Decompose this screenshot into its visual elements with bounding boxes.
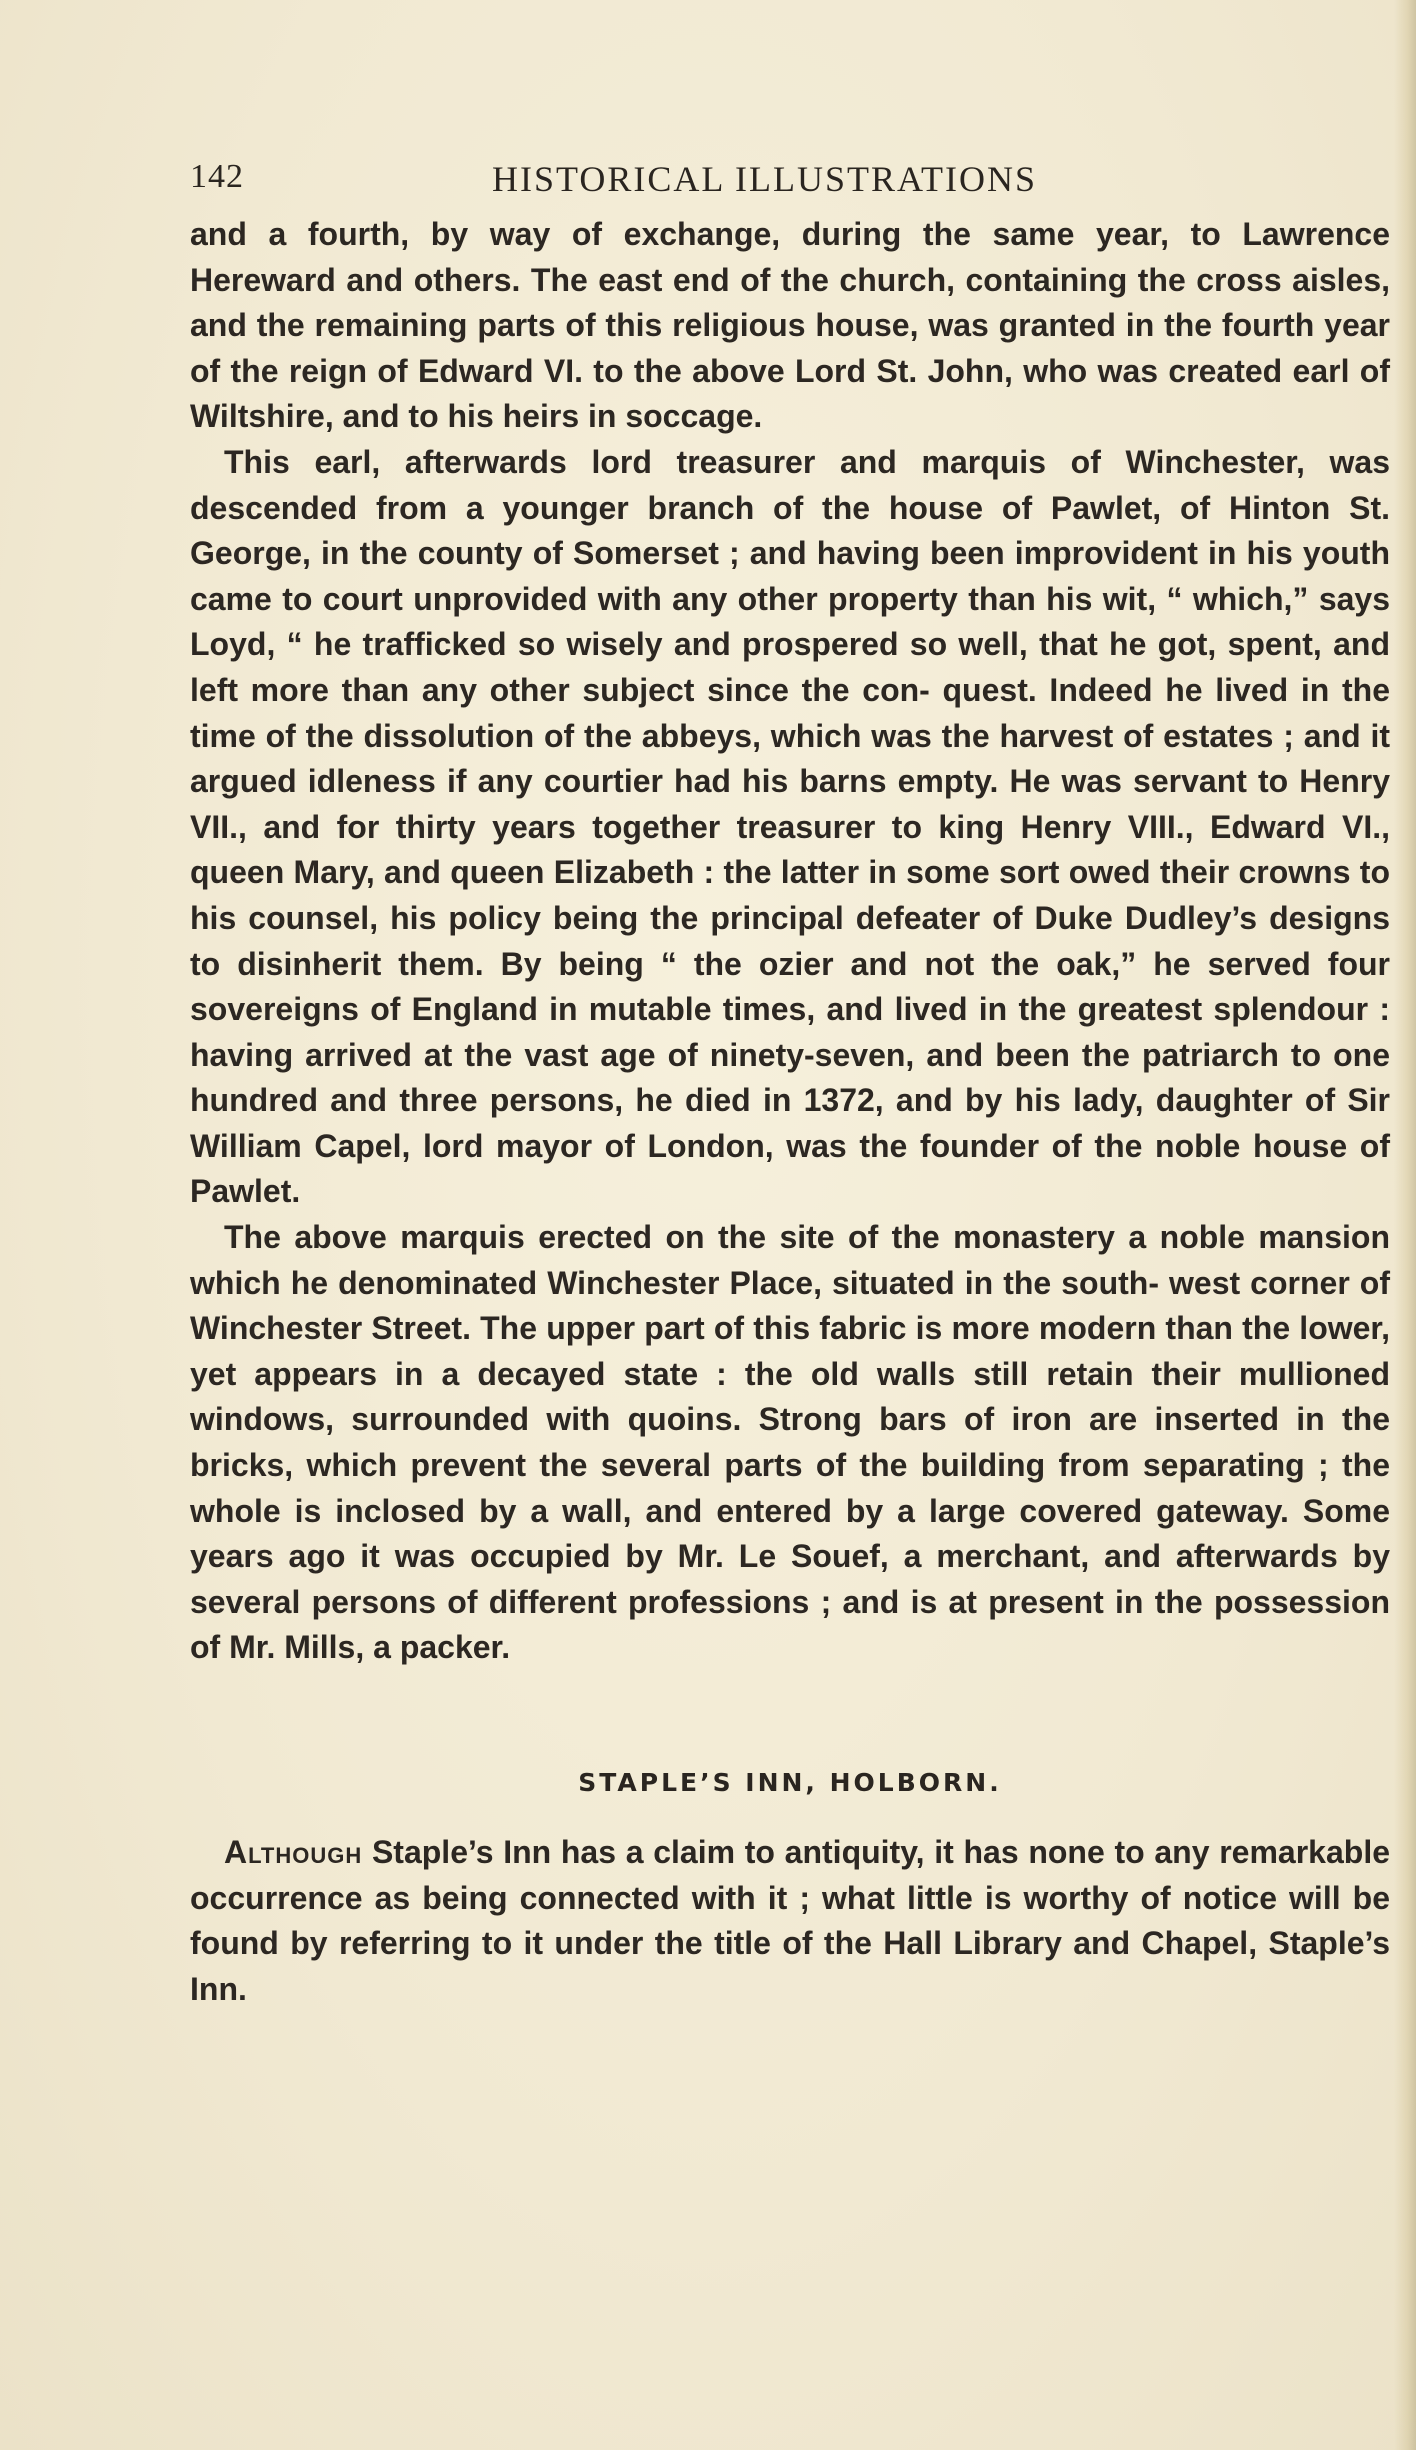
section-text	[190, 1830, 1390, 2012]
main-text	[190, 212, 1390, 1671]
running-title: HISTORICAL ILLUSTRATIONS	[492, 159, 1038, 199]
paragraph-text: Staple’s Inn has a claim to antiquity, it has none to any remarkable occurrence as being connected with it ; what little is worthy of notice will be found by referring to it under the title of the Hall Library and Chapel, Staple’s Inn.	[190, 1834, 1390, 2007]
page-header	[190, 158, 1390, 208]
paragraph	[190, 1830, 1390, 2012]
paragraph: The above marquis erected on the site of the monastery a noble mansion which he denominated Winchester Place, situated in the south- west corner of Winchester Street. The upper part of this fabric is more modern than the lower, yet appears in a decayed state : the old walls still retain their mullioned windows, surrounded with quoins. Strong bars of iron are inserted in the bricks, which prevent the several parts of the building from separating ; the whole is inclosed by a wall, and entered by a large covered gateway. Some years ago it was occupied by Mr. Le Souef, a merchant, and afterwards by several persons of different professions ; and is at present in the possession of Mr. Mills, a packer.	[190, 1219, 1390, 1666]
paragraph: This earl, afterwards lord treasurer and marquis of Winchester, was descended from a younger branch of the house of Pawlet, of Hinton St. George, in the county of Somerset ; and having been improvident in his youth came to court unprovided with any other property than his wit, “ which,” says Loyd, “ he trafficked so wisely and prospered so well, that he got, spent, and left more than any other subject since the con- quest. Indeed he lived in the time of the dissolution of the abbeys, which was the harvest of estates ; and it argued idleness if any courtier had his barns empty. He was servant to Henry VII., and for thirty years together treasurer to king Henry VIII., Edward VI., queen Mary, and queen Elizabeth : the latter in some sort owed their crowns to his counsel, his policy being the principal defeater of Duke Dudley’s designs to disinherit them. By being “ the ozier and not the oak,” he served four sovereigns of England in mutable times, and lived in the greatest splendour : having arrived at the vast age of ninety-seven, and been the patriarch to one hundred and three persons, he died in 1372, and by his lady, daughter of Sir William Capel, lord mayor of London, was the founder of the noble house of Pawlet.	[190, 443, 1390, 1210]
section-heading: STAPLE’S INN, HOLBORN.	[578, 1768, 1002, 1797]
lead-word: Although	[224, 1834, 363, 1870]
page-number: 142	[190, 158, 244, 195]
page-edge-shadow	[1394, 0, 1416, 2450]
paragraph: and a fourth, by way of exchange, during the same year, to Lawrence Hereward and others. The east end of the church, containing the cross aisles, and the remaining parts of this religious house, was granted in the fourth year of the reign of Edward VI. to the above Lord St. John, who was created earl of Wiltshire, and to his heirs in soccage.	[190, 216, 1390, 435]
